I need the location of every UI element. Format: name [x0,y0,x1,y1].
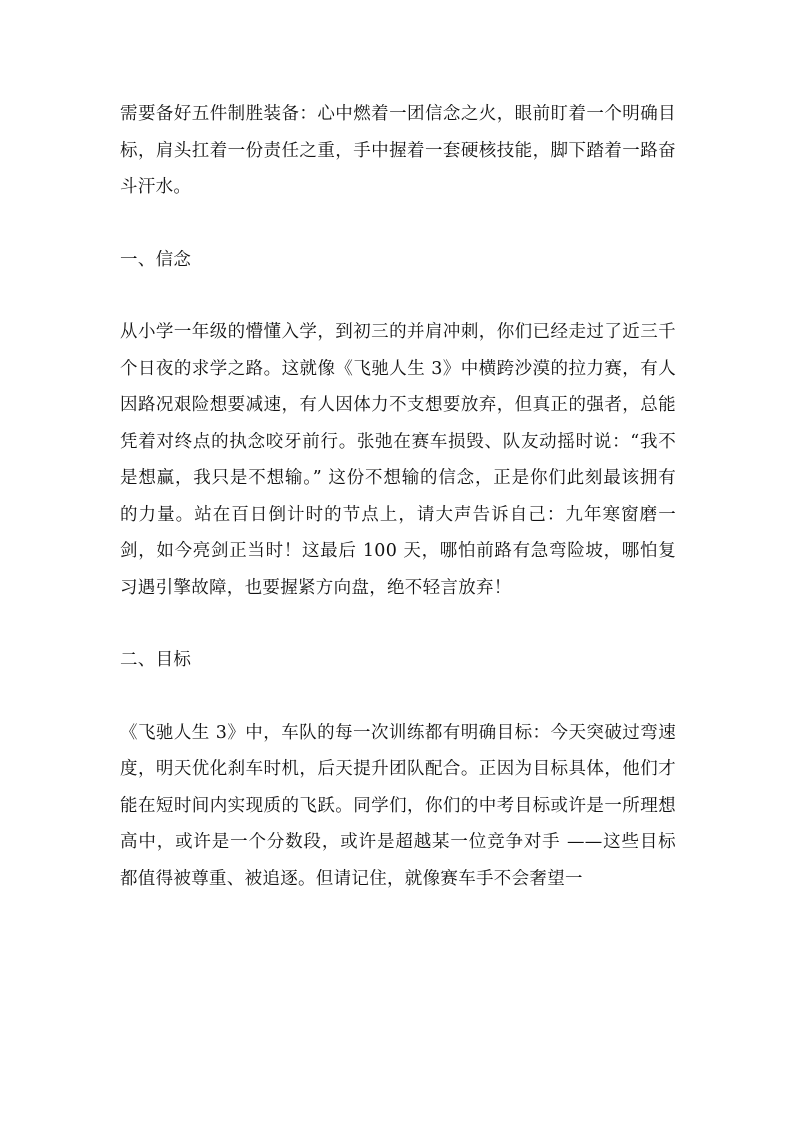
section-heading-goal: 二、目标 [120,650,192,670]
document-page [120,96,676,897]
spacer [120,606,676,642]
intro-paragraph: 需要备好五件制胜装备：心中燃着一团信念之火，眼前盯着一个明确目标，肩头扛着一份责任之重，手中握着一套硬核技能，脚下踏着一路奋斗汗水。 [120,104,676,197]
spacer [120,278,676,314]
spacer [120,206,676,242]
spacer [120,679,676,715]
section-body-belief: 从小学一年级的懵懂入学，到初三的并肩冲刺，你们已经走过了近三千个日夜的求学之路。这就像《飞驰人生 3》中横跨沙漠的拉力赛，有人因路况艰险想要减速，有人因体力不支想要放弃，但真正的强者，总能凭着对终点的执念咬牙前行。张弛在赛车损毁、队友动摇时说：“我不是想赢，我只是不想输。” 这份不想输的信念，正是你们此刻最该拥有的力量。站在百日倒计时的节点上，请大声告诉自己：九年寒窗磨一剑，如今亮剑正当时！这最后 100 天，哪怕前路有急弯险坡，哪怕复习遇引擎故障，也要握紧方向盘，绝不轻言放弃！ [120,322,676,598]
section-body-goal: 《飞驰人生 3》中，车队的每一次训练都有明确目标：今天突破过弯速度，明天优化刹车时机，后天提升团队配合。正因为目标具体，他们才能在短时间内实现质的飞跃。同学们，你们的中考目标或许是一所理想高中，或许是一个分数段，或许是超越某一位竞争对手 ——这些目标都值得被尊重、被追逐。但请记住，就像赛车手不会奢望一 [120,722,676,889]
section-heading-belief: 一、信念 [120,249,192,270]
